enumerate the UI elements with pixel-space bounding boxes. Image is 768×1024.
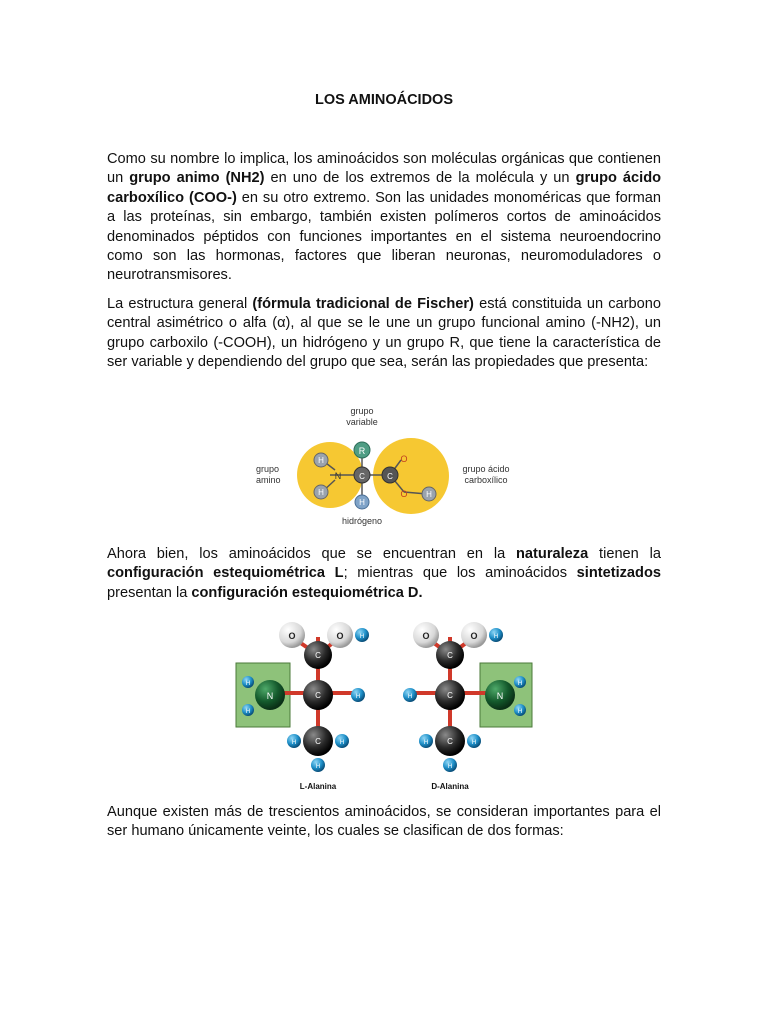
text-span: presentan la [107, 584, 192, 601]
svg-text:H: H [291, 740, 297, 746]
d-alanine-model [403, 622, 532, 791]
atom-hydrogen-bottom [355, 495, 369, 509]
label-amino-line1: grupo [256, 464, 280, 474]
text-span: en su otro extremo. Son las unidades monoméricas que forman a las proteínas, sin embargo, también existen polímeros cortos de aminoácidos denominados péptidos con funciones importantes en el sistema neuroendocrino como son las hormonas, factores que liberan neuronas, neuromoduladores o neurotransmisores. [107, 189, 661, 284]
atom-hydrogen [443, 758, 457, 772]
atom-hydrogen-carboxyl [422, 487, 436, 501]
atom-hydrogen [355, 628, 369, 642]
atom-carbon-alpha [435, 680, 465, 710]
paragraph-classification [107, 803, 661, 842]
atom-oxygen [461, 622, 487, 648]
atom-hydrogen-amino-top [314, 453, 328, 467]
svg-text:H: H [359, 634, 365, 640]
text-span: tienen la [588, 546, 661, 562]
atom-oxygen [413, 622, 439, 648]
text-span: en uno de los extremos de la molécula y un [264, 170, 576, 187]
svg-text:H: H [355, 694, 361, 700]
bold-term-config-l: configuración estequiométrica L [107, 565, 344, 582]
bold-term-nature: naturaleza [516, 546, 589, 562]
svg-text:H: H [423, 740, 429, 746]
atom-hydrogen [287, 734, 301, 748]
paragraph-intro [107, 150, 661, 286]
atom-nitrogen [335, 471, 342, 481]
svg-text:H: H [318, 488, 324, 497]
svg-text:C: C [447, 651, 453, 660]
amino-acid-diagram [246, 402, 522, 530]
svg-text:O: O [400, 454, 408, 464]
svg-text:O: O [400, 489, 408, 499]
paragraph-configuration [107, 545, 661, 603]
atom-hydrogen [489, 628, 503, 642]
atom-carbon-alpha [303, 680, 333, 710]
bold-term-carboxyl: grupo ácido carboxílico (COO-) [107, 170, 662, 206]
text-span: La estructura general [107, 296, 253, 312]
atom-hydrogen-amino-bottom [314, 485, 328, 499]
atom-nitrogen [485, 680, 515, 710]
document-title: LOS AMINOÁCIDOS [314, 92, 454, 108]
atom-oxygen-bottom [400, 489, 407, 499]
svg-text:C: C [447, 737, 453, 746]
atom-oxygen-top [400, 454, 407, 464]
svg-text:H: H [339, 740, 345, 746]
svg-text:H: H [517, 681, 523, 687]
atom-r [354, 442, 370, 458]
atom-carbon [304, 641, 332, 669]
svg-text:H: H [447, 764, 453, 770]
paragraph-structure [107, 295, 661, 373]
svg-text:H: H [471, 740, 477, 746]
atom-carbon [436, 641, 464, 669]
atom-hydrogen [351, 688, 365, 702]
svg-text:N: N [266, 691, 274, 701]
atom-hydrogen [419, 734, 433, 748]
bold-term-amino: grupo animo (NH2) [129, 170, 265, 187]
svg-text:H: H [245, 681, 251, 687]
svg-text:H: H [315, 764, 321, 770]
atom-oxygen [279, 622, 305, 648]
svg-text:O: O [470, 631, 478, 641]
svg-text:H: H [318, 456, 324, 465]
svg-text:O: O [336, 631, 344, 641]
bold-term-synthesized: sintetizados [576, 565, 661, 582]
atom-hydrogen [514, 704, 526, 716]
atom-carbon-carboxyl [382, 467, 398, 483]
svg-text:C: C [315, 691, 321, 700]
svg-text:O: O [288, 631, 296, 641]
figure-alanine-enantiomers [234, 615, 534, 795]
atom-hydrogen [242, 676, 254, 688]
label-amino-line2: amino [256, 475, 281, 485]
svg-text:C: C [447, 691, 453, 700]
label-l-alanine: L-Alanina [299, 782, 337, 791]
text-span: Ahora bien, los aminoácidos que se encuentran en la [107, 546, 517, 562]
atom-carbon-methyl [435, 726, 465, 756]
label-acid-line1: grupo ácido [462, 464, 510, 474]
atom-hydrogen [403, 688, 417, 702]
label-acid-line2: carboxílico [464, 475, 508, 485]
text-span: está constituida un carbono central asimétrico o alfa (α), al que se le une un grupo funcional amino (-NH2), un grupo carboxilo (-COOH), un hidrógeno y un grupo R, que tiene la característica de ser variable y dependiendo del grupo que sea, serán las propiedades que presenta: [107, 296, 662, 371]
svg-text:H: H [245, 709, 251, 715]
svg-text:C: C [387, 472, 393, 481]
svg-text:N: N [334, 471, 342, 481]
label-variable-line2: variable [346, 417, 378, 427]
label-d-alanine: D-Alanina [431, 782, 469, 791]
l-alanine-model [236, 622, 369, 791]
text-span: Aunque existen más de trescientos aminoácidos, se consideran importantes para el ser humano únicamente veinte, los cuales se clasifican de dos formas: [107, 804, 661, 840]
atom-oxygen [327, 622, 353, 648]
svg-text:H: H [493, 634, 499, 640]
svg-text:H: H [517, 709, 523, 715]
atom-carbon-methyl [303, 726, 333, 756]
atom-nitrogen [255, 680, 285, 710]
atom-hydrogen [311, 758, 325, 772]
label-hydrogen: hidrógeno [341, 516, 383, 526]
svg-text:H: H [426, 490, 432, 499]
text-span: Como su nombre lo implica, los aminoácidos son moléculas orgánicas que contienen un [107, 151, 661, 187]
svg-text:H: H [359, 498, 365, 507]
svg-text:H: H [407, 694, 413, 700]
bold-term-fischer: (fórmula tradicional de Fischer) [252, 296, 474, 312]
svg-text:R: R [358, 446, 366, 456]
atom-hydrogen [335, 734, 349, 748]
svg-text:N: N [496, 691, 504, 701]
atom-carbon-alpha [354, 467, 370, 483]
figure-amino-acid-structure [246, 402, 522, 530]
atom-hydrogen [514, 676, 526, 688]
svg-text:C: C [315, 737, 321, 746]
alanine-diagram [234, 615, 534, 795]
atom-hydrogen [467, 734, 481, 748]
svg-text:O: O [422, 631, 430, 641]
label-variable-line1: grupo [350, 406, 374, 416]
svg-text:C: C [359, 472, 365, 481]
atom-hydrogen [242, 704, 254, 716]
svg-text:C: C [315, 651, 321, 660]
text-span: ; mientras que los aminoácidos [343, 565, 577, 582]
bold-term-config-d: configuración estequiométrica D. [191, 584, 423, 601]
